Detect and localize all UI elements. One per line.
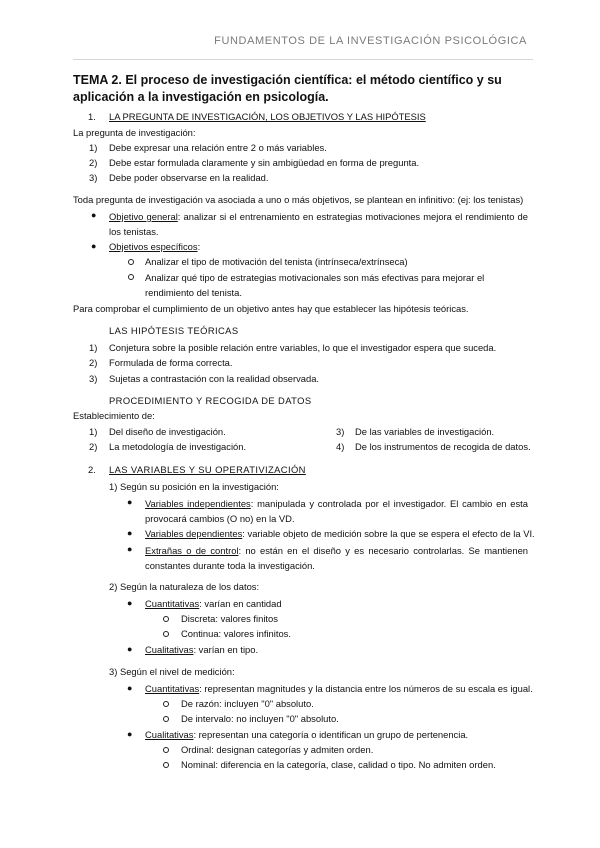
specific-objectives (109, 240, 200, 253)
bullet-icon: ● (91, 210, 97, 220)
sub-item: Continua: valores infinitos. (181, 628, 291, 639)
quantitative-text: : representan magnitudes y la distancia entre los números de su escala es igual. (199, 683, 533, 694)
bullet-icon: ● (127, 683, 133, 693)
variable-type-item (145, 496, 528, 526)
list-marker: 2) (89, 357, 98, 368)
specific-objectives-label: Objetivos específicos (109, 241, 198, 252)
group-3-title: 3) Según el nivel de medición: (109, 666, 235, 677)
data-nature-item (145, 643, 258, 656)
list-marker: 1) (89, 142, 98, 153)
circle-bullet-icon (163, 747, 169, 753)
list-marker: 3) (89, 373, 98, 384)
sub-item: De intervalo: no incluyen "0" absoluto. (181, 713, 339, 724)
running-header: FUNDAMENTOS DE LA INVESTIGACIÓN PSICOLÓGICA (214, 35, 527, 47)
variable-type-text: : variable objeto de medición sobre la que se espera el efecto de la VI. (242, 528, 535, 539)
measurement-item (145, 728, 468, 741)
objectives-intro: Toda pregunta de investigación va asociada a uno o más objetivos, se plantean en infinitivo: (ej: los tenistas) (73, 194, 524, 205)
list-item: Sujetas a contrastación con la realidad observada. (109, 373, 320, 384)
list-marker: 2) (89, 157, 98, 168)
list-item: Conjetura sobre la posible relación entre variables, lo que el investigador espera que suceda. (109, 342, 497, 353)
section-2-number: 2. (88, 464, 96, 475)
variable-type-label: Variables independientes (145, 498, 251, 509)
list-item: Debe poder observarse en la realidad. (109, 172, 269, 183)
header-divider (73, 59, 533, 60)
qualitative-label: Cualitativas (145, 644, 194, 655)
bullet-icon: ● (91, 241, 97, 251)
list-marker: 1) (89, 342, 98, 353)
bullet-icon: ● (127, 528, 133, 538)
quantitative-text: : varían en cantidad (199, 598, 282, 609)
general-objective (109, 209, 528, 239)
bullet-icon: ● (127, 644, 133, 654)
procedure-intro: Establecimiento de: (73, 410, 155, 421)
specific-objective-item: Analizar el tipo de motivación del tenista (intrínseca/extrínseca) (145, 256, 408, 267)
quantitative-label: Cuantitativas (145, 683, 200, 694)
bullet-icon: ● (127, 544, 133, 554)
list-item: De las variables de investigación. (355, 426, 495, 437)
list-marker: 2) (89, 441, 98, 452)
list-item: Del diseño de investigación. (109, 426, 226, 437)
list-marker: 1) (89, 426, 98, 437)
list-item: Formulada de forma correcta. (109, 357, 233, 368)
page-title: TEMA 2. El proceso de investigación científica: el método científico y su aplicación a la investigación en psicología. (73, 73, 502, 104)
variable-type-text: : manipulada y controlada por el investigador. El cambio en esta provocará cambios (O no) en la VD. (145, 498, 528, 524)
variable-type-label: Extrañas o de control (145, 545, 239, 556)
bullet-icon: ● (127, 598, 133, 608)
qualitative-text: : varían en tipo. (193, 644, 259, 655)
procedure-heading: PROCEDIMIENTO Y RECOGIDA DE DATOS (109, 395, 312, 406)
circle-bullet-icon (163, 631, 169, 637)
measurement-item (145, 682, 533, 695)
list-item: La metodología de investigación. (109, 441, 247, 452)
variable-type-text: : no están en el diseño y es necesario controlarlas. Se mantienen constantes durante toda la investigación. (145, 545, 528, 571)
sub-item: Discreta: valores finitos (181, 613, 278, 624)
circle-bullet-icon (163, 616, 169, 622)
list-item: De los instrumentos de recogida de datos. (355, 441, 531, 452)
group-1-title: 1) Según su posición en la investigación: (109, 481, 279, 492)
general-objective-text: : analizar si el entrenamiento en estrategias motivaciones mejora el rendimiento de los tenistas. (109, 211, 528, 237)
variable-type-item (145, 543, 528, 573)
variable-type-label: Variables dependientes (145, 528, 243, 539)
general-objective-label: Objetivo general (109, 211, 178, 222)
bullet-icon: ● (127, 729, 133, 739)
bullet-icon: ● (127, 497, 133, 507)
qualitative-text: : representan una categoría o identifican un grupo de pertenencia. (193, 729, 469, 740)
list-marker: 4) (336, 441, 345, 452)
qualitative-label: Cualitativas (145, 729, 194, 740)
circle-bullet-icon (128, 259, 134, 265)
sub-item: Ordinal: designan categorías y admiten orden. (181, 744, 374, 755)
circle-bullet-icon (128, 274, 134, 280)
list-marker: 3) (336, 426, 345, 437)
group-2-title: 2) Según la naturaleza de los datos: (109, 581, 260, 592)
circle-bullet-icon (163, 701, 169, 707)
circle-bullet-icon (163, 716, 169, 722)
list-item: Debe expresar una relación entre 2 o más variables. (109, 142, 327, 153)
specific-objectives-colon: : (197, 241, 201, 252)
data-nature-item (145, 597, 282, 610)
sub-item: Nominal: diferencia en la categoría, clase, calidad o tipo. No admiten orden. (181, 759, 496, 770)
specific-objective-item: Analizar qué tipo de estrategias motivacionales son más efectivas para mejorar el rendimiento del tenista. (145, 272, 485, 298)
list-item: Debe estar formulada claramente y sin ambigüedad en forma de pregunta. (109, 157, 420, 168)
section-2-heading: LAS VARIABLES Y SU OPERATIVIZACIÓN (109, 464, 306, 475)
sub-item: De razón: incluyen "0" absoluto. (181, 698, 314, 709)
variable-type-item (145, 527, 535, 540)
hypothesis-intro: Para comprobar el cumplimiento de un objetivo antes hay que establecer las hipótesis teóricas. (73, 303, 469, 314)
quantitative-label: Cuantitativas (145, 598, 200, 609)
section-1-number: 1. (88, 111, 96, 122)
hypotheses-heading: LAS HIPÓTESIS TEÓRICAS (109, 325, 239, 336)
circle-bullet-icon (163, 762, 169, 768)
section-1-heading: LA PREGUNTA DE INVESTIGACIÓN, LOS OBJETIVOS Y LAS HIPÓTESIS (109, 111, 426, 122)
list-marker: 3) (89, 172, 98, 183)
question-intro: La pregunta de investigación: (73, 127, 196, 138)
